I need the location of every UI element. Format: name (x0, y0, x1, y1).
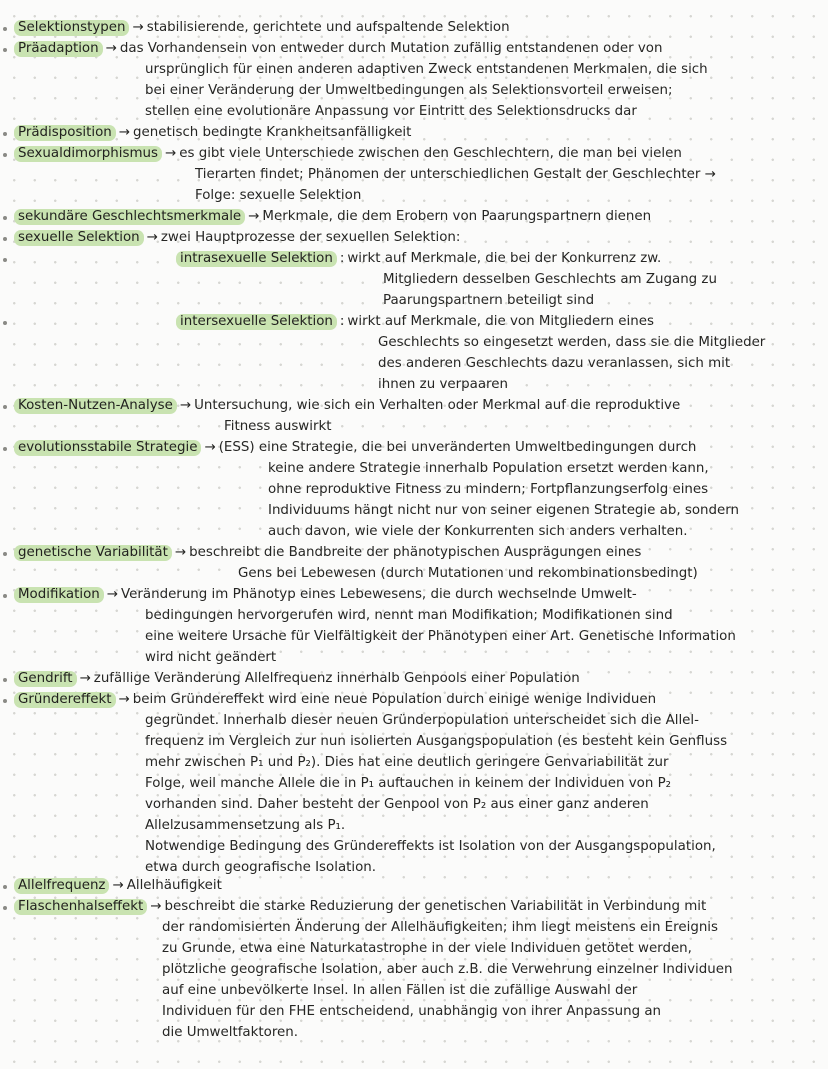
highlighted-term: intrasexuelle Selektion (176, 251, 337, 267)
definition-text: es gibt viele Unterschiede zwischen den Geschlechtern, die man bei vielen (179, 146, 682, 161)
bullet-dot (3, 699, 7, 703)
definition-continuation: Gens bei Lebewesen (durch Mutationen und rekombinationsbedingt) (238, 566, 698, 581)
bullet-dot (3, 321, 7, 325)
definition-continuation: Allelzusammensetzung als P₁. (145, 818, 346, 833)
entry-first-line (14, 144, 682, 164)
highlighted-term: intersexuelle Selektion (176, 314, 337, 330)
definition-continuation: Geschlechts so eingesetzt werden, dass sie die Mitglieder (378, 335, 766, 350)
bullet-dot (3, 594, 7, 598)
entry-first-line (14, 39, 662, 59)
arrow-icon: → (165, 146, 177, 161)
bullet-dot (3, 237, 7, 241)
arrow-icon: → (112, 878, 124, 893)
definition-continuation: wird nicht geändert (145, 650, 277, 665)
definition-continuation: der randomisierten Änderung der Allelhäufigkeiten; ihm liegt meistens ein Ereignis (162, 920, 718, 935)
definition-continuation: bei einer Veränderung der Umweltbedingungen als Selektionsvorteil erweisen; (145, 83, 673, 98)
definition-continuation: plötzliche geografische Isolation, aber auch z.B. die Verwehrung einzelner Individuen (162, 962, 733, 977)
bullet-dot (3, 216, 7, 220)
entry-first-line (176, 249, 661, 269)
definition-continuation: Folge, weil manche Allele die in P₁ auftauchen in keinem der Individuen von P₂ (145, 776, 672, 791)
definition-continuation: des anderen Geschlechts dazu veranlassen, sich mit (378, 356, 731, 371)
arrow-icon: → (248, 209, 260, 224)
definition-continuation: Individuums hängt nicht nur von seiner eigenen Strategie ab, sondern (268, 503, 740, 518)
highlighted-term: Selektionstypen (14, 20, 129, 36)
definition-continuation: Individuen für den FHE entscheidend, unabhängig von ihrer Anpassung an (162, 1004, 662, 1019)
definition-continuation: auch davon, wie viele der Konkurrenten sich anders verhalten. (268, 524, 688, 539)
bullet-dot (3, 153, 7, 157)
highlighted-term: genetische Variabilität (14, 545, 172, 561)
definition-continuation: mehr zwischen P₁ und P₂). Dies hat eine deutlich geringere Genvariabilität zur (145, 755, 669, 770)
entry-first-line (14, 669, 580, 689)
definition-text: genetisch bedingte Krankheitsanfälligkeit (133, 125, 412, 140)
definition-continuation: ohne reproduktive Fitness zu mindern; Fortpflanzungserfolg eines (268, 482, 709, 497)
entry-first-line (176, 312, 654, 332)
definition-text: Merkmale, die dem Erobern von Paarungspartnern dienen (262, 209, 652, 224)
definition-continuation: auf eine unbevölkerte Insel. In allen Fällen ist die zufällige Auswahl der (162, 983, 638, 998)
definition-continuation: die Umweltfaktoren. (162, 1025, 299, 1040)
bullet-dot (3, 27, 7, 31)
entry-first-line (14, 897, 706, 917)
arrow-icon: → (179, 398, 192, 413)
definition-continuation: zu Grunde, etwa eine Naturkatastrophe in der viele Individuen getötet werden, (162, 941, 692, 956)
bullet-dot (3, 258, 7, 262)
bullet-dot (3, 48, 7, 52)
arrow-icon: → (174, 545, 187, 560)
bullet-dot (3, 885, 7, 889)
definition-continuation: frequenz im Vergleich zur nun isolierten Ausgangspopulation (es besteht kein Genfluss (145, 734, 728, 749)
definition-text: beim Gründereffekt wird eine neue Population durch einige wenige Individuen (132, 692, 657, 707)
definition-continuation: keine andere Strategie innerhalb Population ersetzt werden kann, (268, 461, 709, 476)
highlighted-term: Sexualdimorphismus (14, 146, 162, 162)
definition-continuation: ursprünglich für einen anderen adaptiven Zweck entstandenen Merkmalen, die sich (145, 62, 708, 77)
arrow-icon: → (105, 41, 117, 56)
separator: : (339, 314, 345, 329)
arrow-icon: → (204, 440, 216, 455)
definition-text: zufällige Veränderung Allelfrequenz innerhalb Genpools einer Population (93, 671, 580, 686)
entry-first-line (14, 876, 222, 896)
definition-continuation: Paarungspartnern beteiligt sind (383, 293, 595, 308)
bullet-dot (3, 906, 7, 910)
definition-continuation: bedingungen hervorgerufen wird, nennt man Modifikation; Modifikationen sind (145, 608, 673, 623)
definition-continuation: ihnen zu verpaaren (378, 377, 508, 392)
definition-continuation: Notwendige Bedingung des Gründereffekts ist Isolation von der Ausgangspopulation, (145, 839, 716, 854)
definition-text: stabilisierende, gerichtete und aufspaltende Selektion (146, 20, 510, 35)
bullet-dot (3, 132, 7, 136)
entry-first-line (14, 438, 696, 458)
definition-continuation: stellen eine evolutionäre Anpassung vor Eintritt des Selektionsdrucks dar (145, 104, 637, 119)
definition-text: beschreibt die Bandbreite der phänotypischen Ausprägungen eines (189, 545, 642, 560)
definition-continuation: gegründet. Innerhalb dieser neuen Gründerpopulation unterscheidet sich die Allel- (145, 713, 699, 728)
definition-continuation: Fitness auswirkt (224, 419, 332, 434)
definition-continuation: Tierarten findet; Phänomen der unterschiedlichen Gestalt der Geschlechter → (195, 167, 716, 182)
definition-text: das Vorhandensein von entweder durch Mutation zufällig entstandenen oder von (119, 41, 663, 56)
entry-first-line (14, 543, 641, 563)
highlighted-term: Allelfrequenz (14, 878, 109, 894)
definition-text: wirkt auf Merkmale, die von Mitgliedern eines (347, 314, 654, 329)
entry-first-line (14, 396, 680, 416)
bullet-dot (3, 678, 7, 682)
definition-continuation: Folge: sexuelle Selektion (195, 188, 362, 203)
highlighted-term: sekundäre Geschlechtsmerkmale (14, 209, 245, 225)
entry-first-line (14, 18, 510, 38)
definition-continuation: vorhanden sind. Daher besteht der Genpool von P₂ aus einer ganz anderen (145, 797, 649, 812)
definition-text: zwei Hauptprozesse der sexuellen Selektion: (160, 230, 461, 245)
arrow-icon: → (118, 125, 131, 140)
definition-text: beschreibt die starke Reduzierung der genetischen Variabilität in Verbindung mit (164, 899, 707, 914)
definition-continuation: eine weitere Ursache für Vielfältigkeit der Phänotypen einer Art. Genetische Information (145, 629, 736, 644)
definition-continuation: Mitgliedern desselben Geschlechts am Zugang zu (383, 272, 717, 287)
highlighted-term: sexuelle Selektion (14, 230, 144, 246)
highlighted-term: Prädisposition (14, 125, 116, 141)
highlighted-term: Präadaption (14, 41, 103, 57)
bullet-dot (3, 447, 7, 451)
highlighted-term: Modifikation (14, 587, 104, 603)
definition-text: Allelhäufigkeit (126, 878, 222, 893)
bullet-dot (3, 552, 7, 556)
separator: : (339, 251, 345, 266)
highlighted-term: Gendrift (14, 671, 77, 687)
arrow-icon: → (118, 692, 130, 707)
entry-first-line (14, 123, 411, 143)
entry-first-line (14, 228, 460, 248)
highlighted-term: Kosten-Nutzen-Analyse (14, 398, 177, 414)
entry-first-line (14, 585, 637, 605)
arrow-icon: → (150, 899, 162, 914)
definition-text: (ESS) eine Strategie, die bei unveränderten Umweltbedingungen durch (218, 440, 697, 455)
entry-first-line (14, 207, 651, 227)
arrow-icon: → (132, 20, 144, 35)
highlighted-term: Gründereffekt (14, 692, 116, 708)
arrow-icon: → (146, 230, 158, 245)
highlighted-term: Flaschenhalseffekt (14, 899, 147, 915)
definition-text: Veränderung im Phänotyp eines Lebewesens, die durch wechselnde Umwelt- (121, 587, 637, 602)
bullet-dot (3, 405, 7, 409)
arrow-icon: → (106, 587, 119, 602)
definition-text: Untersuchung, wie sich ein Verhalten oder Merkmal auf die reproduktive (194, 398, 681, 413)
definition-continuation: etwa durch geografische Isolation. (145, 860, 377, 875)
arrow-icon: → (79, 671, 91, 686)
entry-first-line (14, 690, 656, 710)
highlighted-term: evolutionsstabile Strategie (14, 440, 201, 456)
definition-text: wirkt auf Merkmale, die bei der Konkurrenz zw. (347, 251, 662, 266)
